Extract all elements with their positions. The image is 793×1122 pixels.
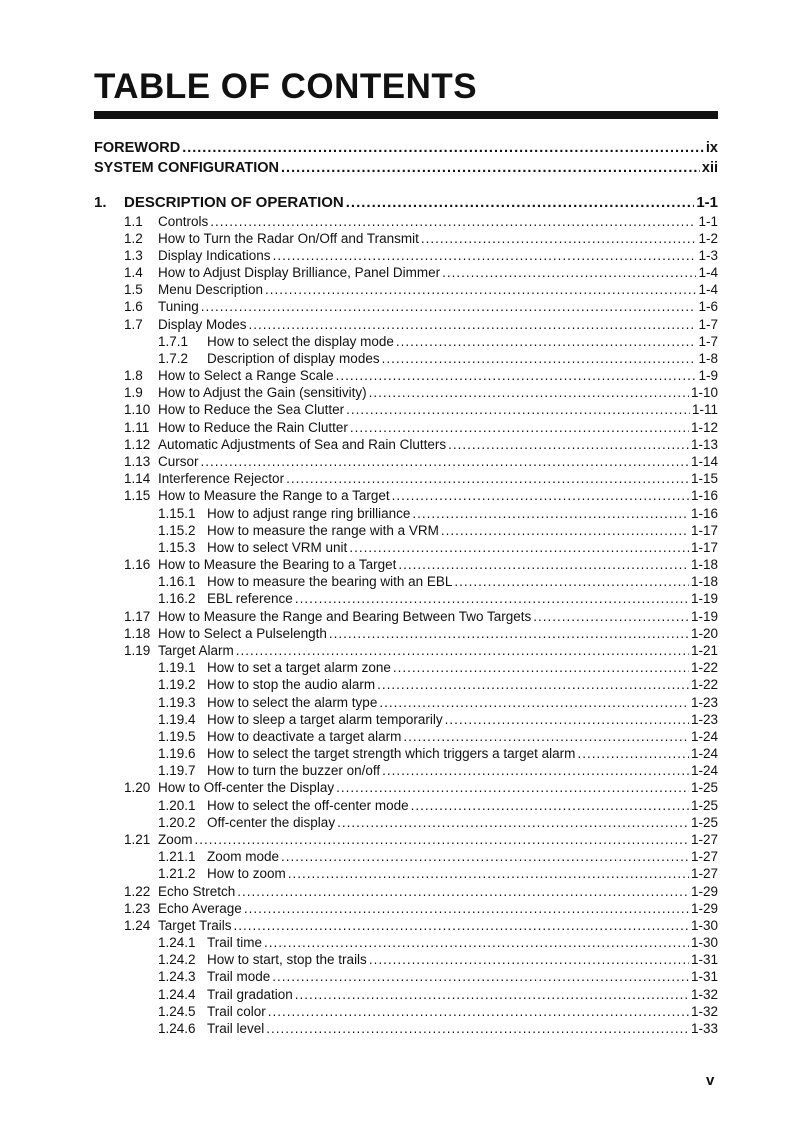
dot-leader [445,711,689,728]
toc-subsection-entry[interactable] [94,762,718,779]
toc-entry-page: 1-29 [690,884,718,899]
dot-leader [382,350,697,367]
toc-entry-page: 1-22 [690,660,718,675]
toc-entry-page: 1-10 [690,385,718,400]
dot-leader [369,951,689,968]
toc-entry-label: Echo Stretch [158,884,236,899]
toc-entry-label: Trail level [207,1021,265,1036]
toc-entry-page: xii [701,160,718,176]
toc-section-entry[interactable] [94,247,718,264]
toc-entry-label: How to Reduce the Sea Clutter [158,402,345,417]
dot-leader [577,745,689,762]
toc-entry-number: 1.14 [124,471,151,486]
toc-entry-page: 1-24 [690,746,718,761]
toc-subsection-entry[interactable] [94,848,718,865]
toc-entry-number: 1.16.1 [158,574,196,589]
toc-entry-page: 1-11 [691,402,718,417]
toc-entry-page: 1-8 [698,351,718,366]
toc-section-entry[interactable] [94,298,718,315]
toc-entry-number: 1.24.6 [158,1021,196,1036]
dot-leader [379,694,689,711]
toc-section-entry[interactable] [94,384,718,401]
toc-entry-label: Echo Average [158,901,242,916]
toc-entry-label: How to select the target strength which triggers a target alarm [207,746,576,761]
toc-entry-page: 1-29 [690,901,718,916]
toc-entry-number: 1.21.1 [158,849,196,864]
dot-leader [234,917,689,934]
dot-leader [421,230,697,247]
toc-entry-number: 1.19.5 [158,729,196,744]
dot-leader [281,848,689,865]
toc-entry-page: 1-16 [690,488,718,503]
toc-entry-label: Trail time [207,935,263,950]
dot-leader [398,556,689,573]
toc-subsection-entry[interactable] [94,659,718,676]
toc-entry-number: 1.10 [124,402,151,417]
toc-entry-page: 1-32 [690,1004,718,1019]
toc-entry-page: 1-13 [690,437,718,452]
toc-entry-label: How to Off-center the Display [158,780,335,795]
toc-entry-label: How to sleep a target alarm temporarily [207,712,443,727]
toc-entry-number: 1.24.1 [158,935,196,950]
dot-leader [237,883,689,900]
toc-subsection-entry[interactable] [94,986,718,1003]
toc-entry-label: How to Measure the Range and Bearing Between Two Targets [158,609,532,624]
toc-entry-label: Interference Rejector [158,471,285,486]
toc-entry-number: 1.17 [124,609,151,624]
toc-entry-label: Display Modes [158,317,247,332]
toc-entry-number: 1.16 [124,557,151,572]
dot-leader [346,401,690,418]
toc-subsection-entry[interactable] [94,865,718,882]
toc-subsection-entry[interactable] [94,814,718,831]
toc-entry-number: 1.21 [124,832,151,847]
toc-section-entry[interactable] [94,779,718,796]
toc-entry-label: How to start, stop the trails [207,952,367,967]
toc-subsection-entry[interactable] [94,350,718,367]
dot-leader [182,139,704,158]
toc-entry-number: 1.24.3 [158,969,196,984]
toc-section-entry[interactable] [94,642,718,659]
dot-leader [349,539,689,556]
dot-leader [201,453,689,470]
toc-entry-page: 1-23 [690,712,718,727]
toc-entry-label: How to Select a Range Scale [158,368,334,383]
dot-leader [265,281,696,298]
toc-entry-label: Tuning [158,299,199,314]
toc-entry-page: 1-30 [690,918,718,933]
toc-entry-label: How to select the display mode [207,334,394,349]
toc-entry-number: 1.13 [124,454,151,469]
toc-entry-label: Zoom mode [207,849,280,864]
toc-entry-page: 1-18 [690,557,718,572]
toc-entry-number: 1.7 [124,317,143,332]
toc-entry-label: Trail mode [207,969,271,984]
toc-subsection-entry[interactable] [94,1003,718,1020]
toc-entry-number: 1.3 [124,248,143,263]
toc-entry-label: How to set a target alarm zone [207,660,391,675]
toc-entry-label: How to Measure the Bearing to a Target [158,557,397,572]
toc-entry-page: 1-21 [690,643,718,658]
toc-entry-page: 1-7 [698,317,718,332]
toc-entry-label: How to Reduce the Rain Clutter [158,420,348,435]
dot-leader [377,676,689,693]
toc-entry-number: 1.22 [124,884,151,899]
toc-subsection-entry[interactable] [94,951,718,968]
toc-entry-page: 1-7 [698,334,718,349]
dot-leader [329,625,689,642]
toc-entry-page: 1-6 [698,299,718,314]
dot-leader [350,419,689,436]
toc-entry-page: 1-9 [698,368,718,383]
toc-entry[interactable] [94,139,718,158]
page-number: v [706,1072,715,1089]
dot-leader [382,762,689,779]
toc-section-entry[interactable] [94,831,718,848]
dot-leader [268,1003,689,1020]
toc-section-entry[interactable] [94,883,718,900]
toc-entry-page: 1-20 [690,626,718,641]
toc-entry-number: 1.7.2 [158,351,189,366]
toc-entry-label: Target Trails [158,918,232,933]
toc-subsection-entry[interactable] [94,968,718,985]
dot-leader [210,213,696,230]
dot-leader [346,193,695,212]
toc-entry-page: 1-33 [690,1021,718,1036]
toc-entry-page: 1-1 [698,214,718,229]
toc-entry-page: 1-2 [698,231,718,246]
toc-entry-number: 1.15.2 [158,523,196,538]
toc-entry-label: How to Adjust the Gain (sensitivity) [158,385,367,400]
toc-entry-page: 1-16 [690,506,718,521]
toc-entry-number: 1.2 [124,231,143,246]
toc-section-entry[interactable] [94,436,718,453]
dot-leader [236,642,689,659]
toc-subsection-entry[interactable] [94,934,718,951]
dot-leader [336,367,697,384]
toc-entry-number: 1.5 [124,282,143,297]
toc-entry-number: 1.16.2 [158,591,196,606]
toc-entry-label: How to select VRM unit [207,540,348,555]
toc-subsection-entry[interactable] [94,590,718,607]
dot-leader [448,436,689,453]
toc-entry-page: 1-27 [690,832,718,847]
toc-entry-number: 1.19.7 [158,763,196,778]
dot-leader [396,333,697,350]
toc-entry-number: 1.6 [124,299,143,314]
toc-section-entry[interactable] [94,419,718,436]
toc-subsection-entry[interactable] [94,728,718,745]
toc-section-entry[interactable] [94,900,718,917]
toc-entry-label: Cursor [158,454,199,469]
toc-section-entry[interactable] [94,470,718,487]
toc-entry-number: 1. [94,194,107,211]
dot-leader [295,590,689,607]
toc-entry-number: 1.8 [124,368,143,383]
toc-entry-page: 1-27 [690,866,718,881]
toc-entry-page: 1-3 [698,248,718,263]
dot-leader [441,522,689,539]
toc-entry-number: 1.20 [124,780,151,795]
toc-entry-page: 1-30 [690,935,718,950]
toc-entry-page: 1-19 [690,609,718,624]
toc-entry-page: 1-31 [690,969,718,984]
toc-subsection-entry[interactable] [94,505,718,522]
dot-leader [201,298,697,315]
toc-entry-number: 1.9 [124,385,143,400]
toc-entry-number: 1.11 [124,420,150,435]
toc-subsection-entry[interactable] [94,333,718,350]
toc-entry-page: 1-19 [690,591,718,606]
toc-section-entry[interactable] [94,917,718,934]
dot-leader [336,779,689,796]
toc-entry-label: How to zoom [207,866,286,881]
toc-entry-page: 1-15 [690,471,718,486]
toc-section-entry[interactable] [94,264,718,281]
dot-leader [403,728,689,745]
toc-entry-label: Trail color [207,1004,266,1019]
dot-leader [337,814,689,831]
toc-entry-page: 1-32 [690,987,718,1002]
toc-section-entry[interactable] [94,401,718,418]
toc-subsection-entry[interactable] [94,745,718,762]
toc-entry-number: 1.19 [124,643,151,658]
toc-section-entry[interactable] [94,316,718,333]
toc-subsection-entry[interactable] [94,676,718,693]
toc-section-entry[interactable] [94,453,718,470]
dot-leader [272,968,689,985]
toc-entry-label: How to Adjust Display Brilliance, Panel Dimmer [158,265,441,280]
dot-leader [369,384,689,401]
dot-leader [533,608,689,625]
dot-leader [195,831,689,848]
dot-leader [442,264,696,281]
dot-leader [273,247,697,264]
toc-entry-page: 1-24 [690,729,718,744]
toc-entry-label: How to Turn the Radar On/Off and Transmit [158,231,419,246]
toc-entry-label: How to select the off-center mode [207,798,409,813]
title-rule [94,111,718,119]
toc-entry-label: Trail gradation [207,987,293,1002]
toc-entry-label: SYSTEM CONFIGURATION [94,160,280,176]
dot-leader [281,159,700,178]
toc-entry-number: 1.19.4 [158,712,196,727]
toc-entry-number: 1.20.2 [158,815,196,830]
toc-entry-label: Controls [158,214,209,229]
toc-entry-label: Zoom [158,832,193,847]
toc-entry-number: 1.1 [124,214,143,229]
toc-entry-label: How to select the alarm type [207,695,378,710]
toc-section-entry[interactable] [94,367,718,384]
toc-entry-page: 1-27 [690,849,718,864]
toc-entry-label: Menu Description [158,282,264,297]
dot-leader [249,316,697,333]
dot-leader [286,470,689,487]
toc-section-entry[interactable] [94,213,718,230]
toc-subsection-entry[interactable] [94,797,718,814]
toc-subsection-entry[interactable] [94,539,718,556]
toc-entry-page: 1-22 [690,677,718,692]
toc-entry-page: 1-25 [690,815,718,830]
dot-leader [264,934,689,951]
toc-entry-number: 1.21.2 [158,866,196,881]
toc-entry-page: 1-17 [690,540,718,555]
toc-entry-number: 1.23 [124,901,151,916]
toc-section-entry[interactable] [94,608,718,625]
toc-entry-label: How to stop the audio alarm [207,677,376,692]
toc-entry-page: 1-25 [690,798,718,813]
toc-entry-page: 1-24 [690,763,718,778]
toc-section-entry[interactable] [94,487,718,504]
toc-entry-label: Display Indications [158,248,271,263]
toc-entry-page: 1-12 [690,420,718,435]
toc-entry-page: 1-23 [690,695,718,710]
dot-leader [288,865,689,882]
toc-entry-number: 1.19.6 [158,746,196,761]
toc-entry-page: 1-14 [690,454,718,469]
toc-entry-label: How to adjust range ring brilliance [207,506,411,521]
toc-entry-page: ix [705,140,718,156]
toc-subsection-entry[interactable] [94,1020,718,1037]
toc-entry-label: Automatic Adjustments of Sea and Rain Clutters [158,437,447,452]
dot-leader [295,986,689,1003]
toc-entry-label: How to measure the range with a VRM [207,523,439,538]
toc-entry-number: 1.19.3 [158,695,196,710]
toc-entry-page: 1-25 [690,780,718,795]
toc-entry-number: 1.24.5 [158,1004,196,1019]
toc-entry-number: 1.15.1 [158,506,196,521]
toc-entry-number: 1.24 [124,918,151,933]
toc-entry-label: FOREWORD [94,140,181,156]
toc-section-entry[interactable] [94,230,718,247]
toc-entry-number: 1.19.1 [158,660,196,675]
dot-leader [393,659,689,676]
toc-section-entry[interactable] [94,281,718,298]
toc-entry-number: 1.12 [124,437,151,452]
toc-entry-label: EBL reference [207,591,293,606]
dot-leader [412,505,689,522]
toc-entry[interactable] [94,193,718,212]
toc-entry-label: How to measure the bearing with an EBL [207,574,453,589]
toc-subsection-entry[interactable] [94,694,718,711]
dot-leader [454,573,689,590]
dot-leader [244,900,689,917]
toc-entry-page: 1-4 [698,282,718,297]
toc-subsection-entry[interactable] [94,522,718,539]
toc-entry-number: 1.24.4 [158,987,196,1002]
toc-entry-page: 1-17 [690,523,718,538]
toc-entry-number: 1.18 [124,626,151,641]
toc-entry-page: 1-18 [690,574,718,589]
toc-entry-number: 1.15.3 [158,540,196,555]
dot-leader [266,1020,689,1037]
toc-entry-label: How to Measure the Range to a Target [158,488,390,503]
toc-entry-number: 1.19.2 [158,677,196,692]
toc-entry-label: How to Select a Pulselength [158,626,327,641]
toc-entry-number: 1.7.1 [158,334,189,349]
page-title: TABLE OF CONTENTS [94,67,478,106]
toc-entry-page: 1-4 [698,265,718,280]
toc-entry-number: 1.20.1 [158,798,196,813]
toc-entry-label: DESCRIPTION OF OPERATION [124,194,344,211]
toc-section-entry[interactable] [94,625,718,642]
toc-section-entry[interactable] [94,556,718,573]
toc-entry-number: 1.24.2 [158,952,196,967]
toc-entry-label: Off-center the display [207,815,336,830]
toc-entry-page: 1-1 [696,194,718,211]
toc-entry-label: How to turn the buzzer on/off [207,763,381,778]
toc-entry-label: How to deactivate a target alarm [207,729,402,744]
toc-entry-label: Target Alarm [158,643,234,658]
toc-entry[interactable] [94,159,718,178]
dot-leader [411,797,689,814]
toc-subsection-entry[interactable] [94,711,718,728]
toc-entry-number: 1.4 [124,265,143,280]
dot-leader [392,487,689,504]
toc-entry-page: 1-31 [690,952,718,967]
toc-entry-number: 1.15 [124,488,151,503]
toc-subsection-entry[interactable] [94,573,718,590]
toc-entry-label: Description of display modes [207,351,380,366]
